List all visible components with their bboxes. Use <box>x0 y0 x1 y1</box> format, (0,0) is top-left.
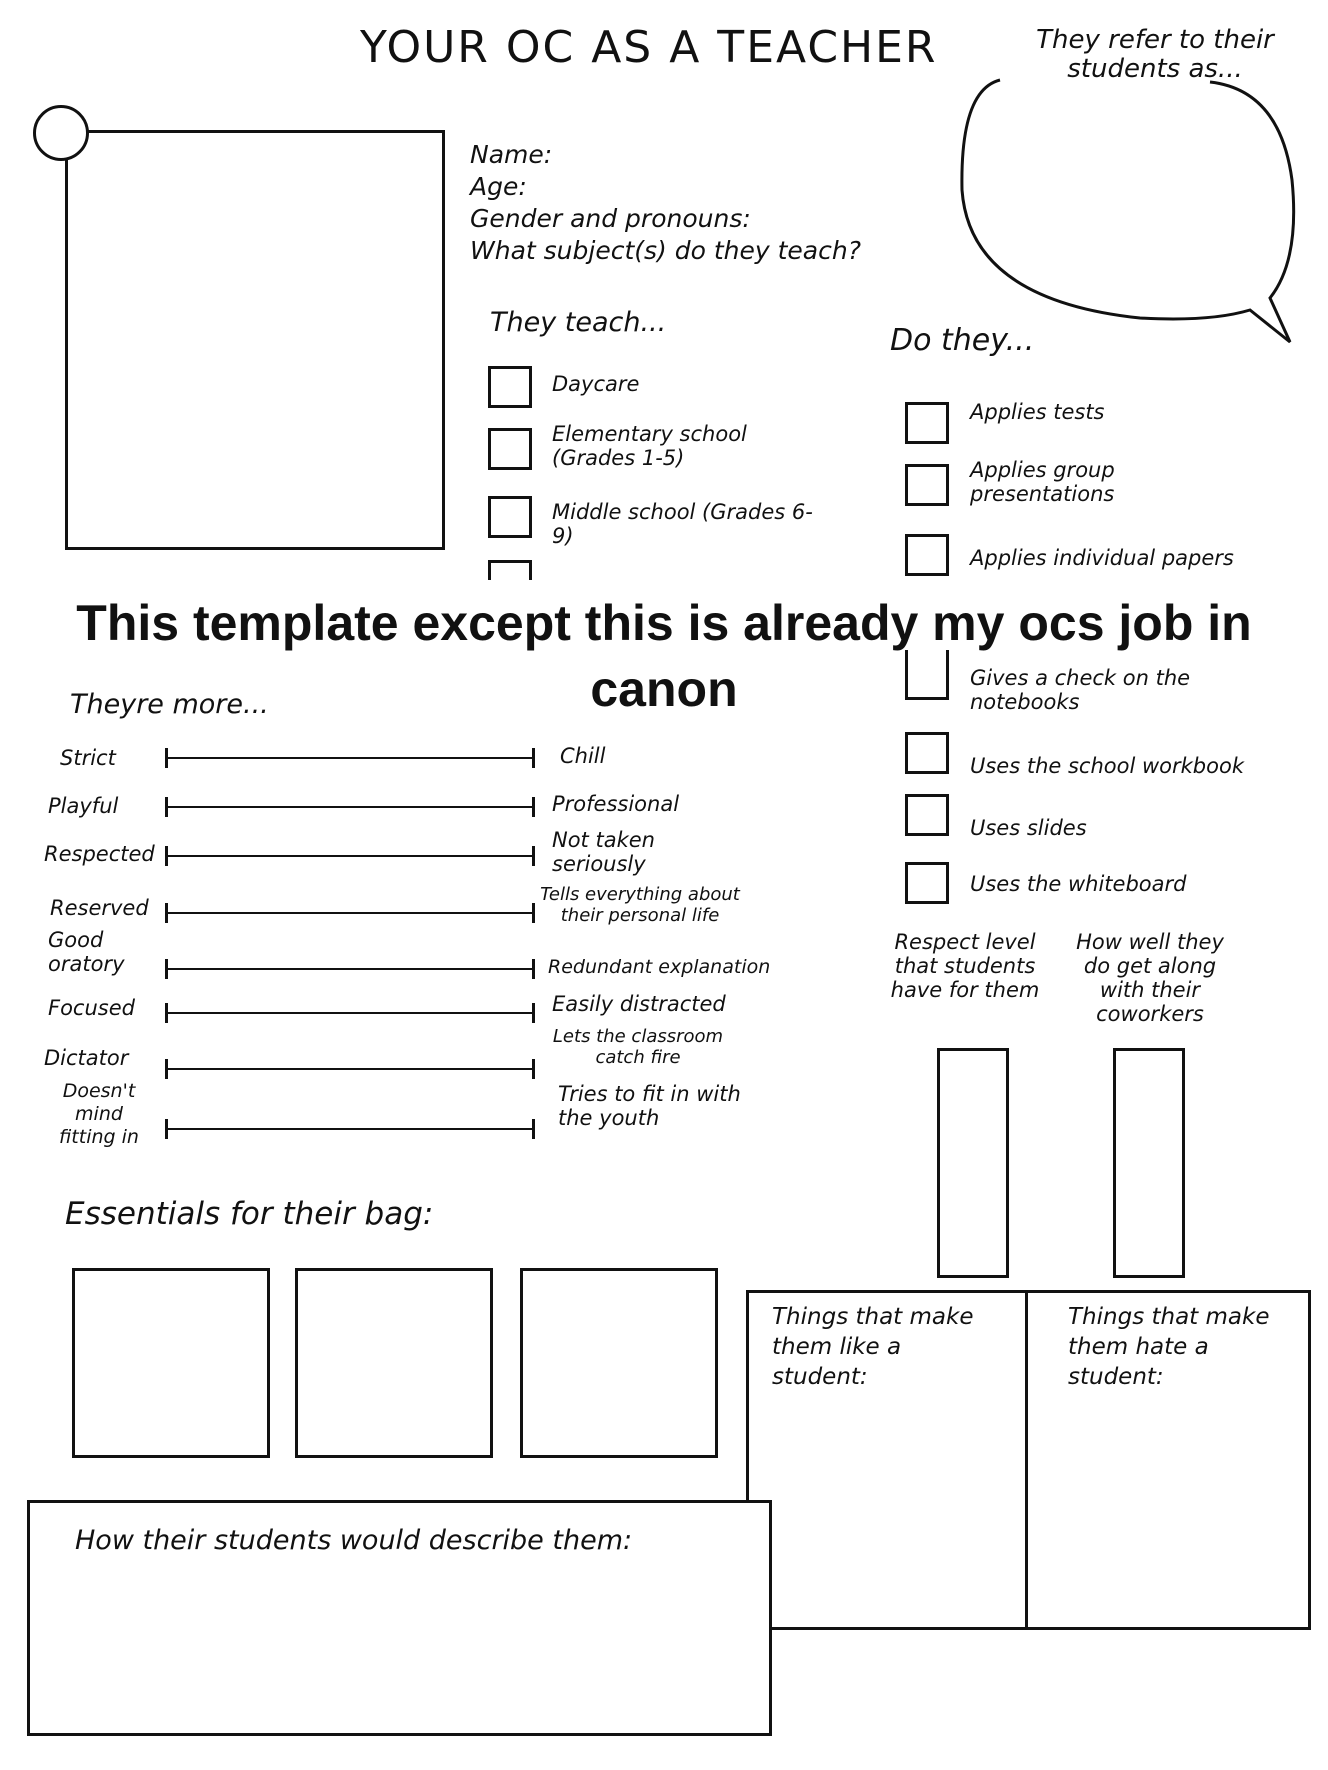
teach-checkbox-elementary[interactable] <box>488 428 532 470</box>
bag-heading: Essentials for their bag: <box>65 1196 434 1232</box>
trait-slider[interactable] <box>165 912 535 914</box>
trait-right: Professional <box>552 792 680 816</box>
do-label-tests: Applies tests <box>970 400 1105 424</box>
trait-right: Tries to fit in with the youth <box>558 1082 741 1130</box>
teach-label-middle: Middle school (Grades 6-9) <box>552 500 813 548</box>
trait-slider[interactable] <box>165 855 535 857</box>
do-checkbox-slides[interactable] <box>905 794 949 836</box>
trait-slider[interactable] <box>165 806 535 808</box>
overlay-caption-line2: canon <box>590 661 738 717</box>
trait-right: Not taken seriously <box>552 828 655 876</box>
like-student-label: Things that make them like a student: <box>772 1304 974 1390</box>
teach-label-daycare: Daycare <box>552 372 640 396</box>
hate-student-label: Things that make them hate a student: <box>1068 1304 1270 1390</box>
overlay-caption-line1: This template except this is already my ocs job in <box>76 595 1252 651</box>
bag-slot[interactable] <box>72 1268 270 1458</box>
coworkers-meter-label: How well they do get along with their coworkers <box>1076 930 1224 1026</box>
do-label-workbook: Uses the school workbook <box>970 754 1244 778</box>
trait-slider[interactable] <box>165 1068 535 1070</box>
page-title: YOUR OC AS A TEACHER <box>360 22 938 73</box>
teach-checkbox-daycare[interactable] <box>488 366 532 408</box>
trait-right: Easily distracted <box>552 992 726 1016</box>
trait-slider[interactable] <box>165 757 535 759</box>
info-subject: What subject(s) do they teach? <box>470 236 861 265</box>
trait-right: Redundant explanation <box>548 956 771 978</box>
trait-left: Reserved <box>50 896 149 920</box>
do-checkbox-workbook[interactable] <box>905 732 949 774</box>
trait-right: Chill <box>560 744 606 768</box>
do-label-notebooks: Gives a check on the notebooks <box>970 666 1191 714</box>
do-label-slides: Uses slides <box>970 816 1087 840</box>
portrait-frame[interactable] <box>65 130 445 550</box>
trait-left: Strict <box>60 746 116 770</box>
trait-left: Good oratory <box>48 928 125 976</box>
trait-right: Tells everything about their personal life <box>540 884 740 926</box>
trait-left: Focused <box>48 996 135 1020</box>
describe-label: How their students would describe them: <box>75 1525 633 1556</box>
info-gender: Gender and pronouns: <box>470 204 751 233</box>
bag-slot[interactable] <box>520 1268 718 1458</box>
do-checkbox-whiteboard[interactable] <box>905 862 949 904</box>
more-heading: Theyre more... <box>70 689 269 720</box>
do-label-group: Applies group presentations <box>970 458 1115 506</box>
do-label-individual: Applies individual papers <box>970 546 1234 570</box>
trait-left: Playful <box>48 794 119 818</box>
teach-label-elementary: Elementary school (Grades 1-5) <box>552 422 747 470</box>
respect-meter-label: Respect level that students have for them <box>890 930 1040 1002</box>
do-checkbox-individual[interactable] <box>905 534 949 576</box>
info-name: Name: <box>470 140 553 169</box>
teach-checkbox-middle[interactable] <box>488 496 532 538</box>
trait-slider[interactable] <box>165 968 535 970</box>
trait-left: Doesn't mind fitting in <box>59 1080 139 1148</box>
teach-heading: They teach... <box>490 307 667 338</box>
trait-left: Respected <box>44 842 155 866</box>
bag-slot[interactable] <box>295 1268 493 1458</box>
coworkers-meter[interactable] <box>1113 1048 1185 1278</box>
speech-bubble[interactable] <box>950 70 1310 350</box>
do-they-heading: Do they... <box>890 323 1035 358</box>
trait-slider[interactable] <box>165 1128 535 1130</box>
respect-meter[interactable] <box>937 1048 1009 1278</box>
info-age: Age: <box>470 172 527 201</box>
trait-slider[interactable] <box>165 1012 535 1014</box>
trait-right: Lets the classroom catch fire <box>552 1026 724 1068</box>
do-checkbox-group[interactable] <box>905 464 949 506</box>
trait-left: Dictator <box>44 1046 129 1070</box>
teach-checkbox-partial[interactable] <box>488 560 532 580</box>
do-label-whiteboard: Uses the whiteboard <box>970 872 1187 896</box>
do-checkbox-tests[interactable] <box>905 402 949 444</box>
refer-label: They refer to their students as... <box>1036 25 1274 84</box>
portrait-circle <box>33 105 89 161</box>
